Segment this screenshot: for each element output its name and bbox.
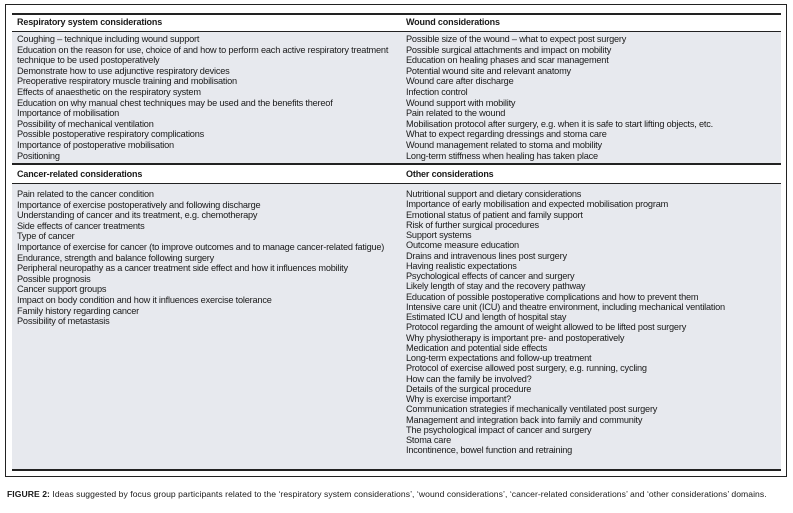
table-bottom-rule	[12, 469, 781, 471]
list-item: Pain related to the wound	[406, 108, 506, 119]
list-item: Wound management related to stoma and mobility	[406, 139, 602, 150]
caption-text: Ideas suggested by focus group participants related to the ‘respiratory system considerations’, ‘wound considerations’, ‘cancer-related considerations’ and ‘other considerations’ domains.	[52, 489, 767, 499]
list-item: Side effects of cancer treatments	[17, 220, 145, 231]
list-item: Why physiotherapy is important pre- and postoperatively	[406, 332, 625, 343]
list-item: Education of possible postoperative complications and how to prevent them	[406, 291, 699, 302]
list-item: Education on why manual chest techniques may be used and the benefits thereof	[17, 97, 333, 108]
list-item: Drains and intravenous lines post surgery	[406, 250, 567, 261]
list-item: Possibility of metastasis	[17, 316, 110, 327]
other-list	[406, 189, 781, 456]
list-item: Type of cancer	[17, 231, 75, 242]
list-item: Family history regarding cancer	[17, 305, 139, 316]
list-item: What to expect regarding dressings and stoma care	[406, 129, 607, 140]
list-item: Importance of mobilisation	[17, 108, 120, 119]
list-item: Endurance, strength and balance following surgery	[17, 252, 215, 263]
header-wound: Wound considerations	[406, 17, 500, 27]
list-item: Possible postoperative respiratory complications	[17, 129, 205, 140]
list-item: Positioning	[17, 150, 60, 161]
list-item: Support systems	[406, 230, 472, 240]
list-item: Incontinence, bowel function and retraining	[406, 445, 573, 456]
list-item: Emotional status of patient and family support	[406, 209, 583, 220]
list-item: Importance of exercise for cancer (to improve outcomes and to manage cancer-related fatigue)	[17, 241, 385, 252]
list-item: Demonstrate how to use adjunctive respiratory devices	[17, 65, 230, 76]
list-item: Cancer support groups	[17, 284, 107, 295]
list-item: Potential wound site and relevant anatomy	[406, 65, 571, 76]
list-item: Peripheral neuropathy as a cancer treatment side effect and how it influences mobility	[17, 263, 348, 274]
list-item: Possibility of mechanical ventilation	[17, 118, 154, 129]
list-item: Details of the surgical procedure	[406, 383, 532, 394]
list-item: Education on the reason for use, choice of and how to perform each active respiratory treatment technique to be used postoperatively	[17, 44, 389, 66]
list-item: Why is exercise important?	[406, 394, 512, 404]
list-item: Stoma care	[406, 435, 451, 445]
list-item: Psychological effects of cancer and surgery	[406, 271, 575, 281]
header-other: Other considerations	[406, 169, 494, 179]
list-item: Nutritional support and dietary considerations	[406, 189, 582, 199]
list-item: Coughing – technique including wound support	[17, 34, 200, 44]
list-item: Importance of exercise postoperatively and following discharge	[17, 199, 261, 210]
list-item: Protocol of exercise allowed post surgery, e.g. running, cycling	[406, 363, 647, 374]
cancer-list	[17, 189, 395, 327]
list-item: Mobilisation protocol after surgery, e.g. when it is safe to start lifting objects, etc.	[406, 118, 714, 129]
list-item: Wound care after discharge	[406, 76, 514, 87]
list-item: Wound support with mobility	[406, 97, 516, 108]
list-item: Effects of anaesthetic on the respiratory system	[17, 86, 201, 97]
list-item: Outcome measure education	[406, 240, 519, 251]
list-item: Likely length of stay and the recovery pathway	[406, 281, 586, 292]
list-item: Possible size of the wound – what to expect post surgery	[406, 34, 627, 44]
list-item: Importance of early mobilisation and expected mobilisation program	[406, 199, 669, 210]
list-item: Medication and potential side effects	[406, 342, 548, 353]
list-item: Protocol regarding the amount of weight allowed to be lifted post surgery	[406, 322, 687, 333]
list-item: Impact on body condition and how it influences exercise tolerance	[17, 294, 272, 305]
respiratory-list	[17, 34, 392, 161]
list-item: Infection control	[406, 86, 468, 97]
list-item: Possible prognosis	[17, 273, 91, 284]
figure-caption	[7, 488, 787, 500]
list-item: Understanding of cancer and its treatment, e.g. chemotherapy	[17, 210, 258, 221]
list-item: Long-term expectations and follow-up treatment	[406, 353, 592, 363]
list-item: How can the family be involved?	[406, 373, 532, 384]
list-item: Estimated ICU and length of hospital stay	[406, 312, 567, 322]
list-item: Pain related to the cancer condition	[17, 189, 154, 199]
list-item: Management and integration back into family and community	[406, 414, 643, 425]
list-item: Long-term stiffness when healing has taken place	[406, 150, 598, 161]
section-rule	[12, 163, 781, 165]
caption-label: FIGURE 2:	[7, 489, 50, 499]
list-item: The psychological impact of cancer and surgery	[406, 424, 592, 435]
list-item: Intensive care unit (ICU) and theatre environment, including mechanical ventilation	[406, 301, 725, 312]
wound-list	[406, 34, 781, 161]
list-item: Importance of postoperative mobilisation	[17, 139, 174, 150]
list-item: Risk of further surgical procedures	[406, 219, 539, 230]
list-item: Having realistic expectations	[406, 260, 517, 271]
table-top-rule	[12, 13, 781, 15]
list-item: Education on healing phases and scar management	[406, 55, 609, 66]
list-item: Possible surgical attachments and impact on mobility	[406, 44, 612, 55]
list-item: Preoperative respiratory muscle training and mobilisation	[17, 76, 237, 87]
header-respiratory: Respiratory system considerations	[17, 17, 163, 27]
header-cancer: Cancer-related considerations	[17, 169, 143, 179]
list-item: Communication strategies if mechanically ventilated post surgery	[406, 404, 658, 415]
